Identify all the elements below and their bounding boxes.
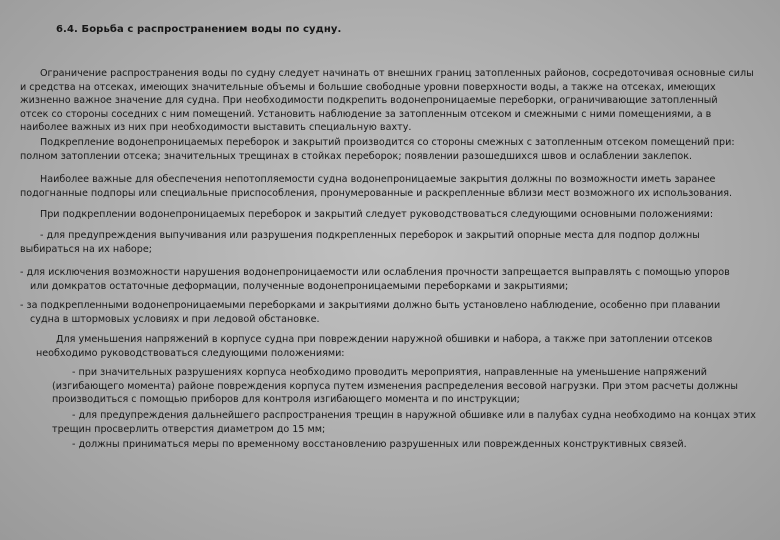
paragraph-stress-intro [36, 333, 757, 360]
list-item-buckling [20, 229, 757, 256]
text-line: Для уменьшения напряжений в корпусе судна при повреждении наружной обшивки и набора, а также при затоплении отсеков [56, 334, 713, 345]
text-line: подогнанные подпоры или специальные приспособления, пронумерованные и раскрепленные вблизи мест возможного их использования. [20, 187, 733, 199]
text-line: При подкреплении водонепроницаемых переборок и закрытий следует руководствоваться следующими основными положениями: [40, 209, 714, 220]
paragraph-reinforcement [20, 136, 757, 163]
text-line: Ограничение распространения воды по судну следует начинать от внешних границ затопленных районов, сосредоточивая основные силы [40, 68, 754, 79]
list-item-observation [20, 299, 757, 326]
text-line: - для предупреждения выпучивания или разрушения подкрепленных переборок и закрытий опорные места для подпор должны [40, 230, 700, 241]
list-item-crack-drilling [52, 409, 757, 436]
text-line: - для исключения возможности нарушения водонепроницаемости или ослабления прочности запрещается выправлять с помощью упоров [20, 267, 730, 278]
text-line: отсек со стороны соседних с ним помещений. Установить наблюдение за затопленным отсеком и смежными с ними помещениями, а в [20, 108, 712, 120]
text-line: жизненно важное значение для судна. При необходимости подкрепить водонепроницаемые переборки, ограничивающие затопленный [20, 95, 718, 107]
text-line: Наиболее важные для обеспечения непотопляемости судна водонепроницаемые закрытия должны по возможности иметь заранее [40, 174, 716, 185]
text-line: судна в штормовых условиях и при ледовой обстановке. [30, 313, 320, 325]
list-item-deformations [20, 266, 757, 293]
text-line: Подкрепление водонепроницаемых переборок и закрытий производится со стороны смежных с затопленным отсеком помещений при: [40, 137, 735, 148]
text-line: трещин просверлить отверстия диаметром до 15 мм; [52, 423, 326, 435]
text-line: необходимо руководствоваться следующими положениями: [36, 347, 345, 359]
text-line: производиться с помощью приборов для контроля изгибающего момента и по инструкции; [52, 394, 520, 406]
paragraph-water-limitation [20, 67, 757, 135]
text-line: - за подкрепленными водонепроницаемыми переборками и закрытиями должно быть установлено наблюдение, особенно при плавании [20, 300, 721, 311]
paragraph-principles-intro [40, 208, 757, 222]
text-line: - должны приниматься меры по временному восстановлению разрушенных или поврежденных конструктивных связей. [72, 439, 687, 450]
text-line: - для предупреждения дальнейшего распространения трещин в наружной обшивке или в палубах судна необходимо на концах этих [72, 410, 756, 421]
text-line: выбираться на их наборе; [20, 243, 153, 255]
text-line: полном затоплении отсека; значительных трещинах в стойках переборок; появлении разошедшихся швов и ослаблении заклепок. [20, 150, 693, 162]
text-line: (изгибающего момента) районе повреждения корпуса путем изменения распределения весовой нагрузки. При этом расчеты должны [52, 380, 738, 392]
text-line: или домкратов остаточные деформации, полученные водонепроницаемыми переборками и закрытиями; [30, 280, 569, 292]
section-title: 6.4. Борьба с распространением воды по судну. [56, 24, 342, 35]
text-line: - при значительных разрушениях корпуса необходимо проводить мероприятия, направленные на уменьшение напряжений [72, 367, 708, 378]
list-item-load-distribution [52, 366, 757, 407]
text-line: наиболее важных из них при необходимости выставить специальную вахту. [20, 122, 412, 134]
paragraph-closures [20, 173, 757, 200]
text-line: и средства на отсеках, имеющих значительные объемы и большие свободные уровни поверхности воды, а также на отсеках, имеющих [20, 81, 716, 93]
list-item-restoration [72, 438, 757, 452]
